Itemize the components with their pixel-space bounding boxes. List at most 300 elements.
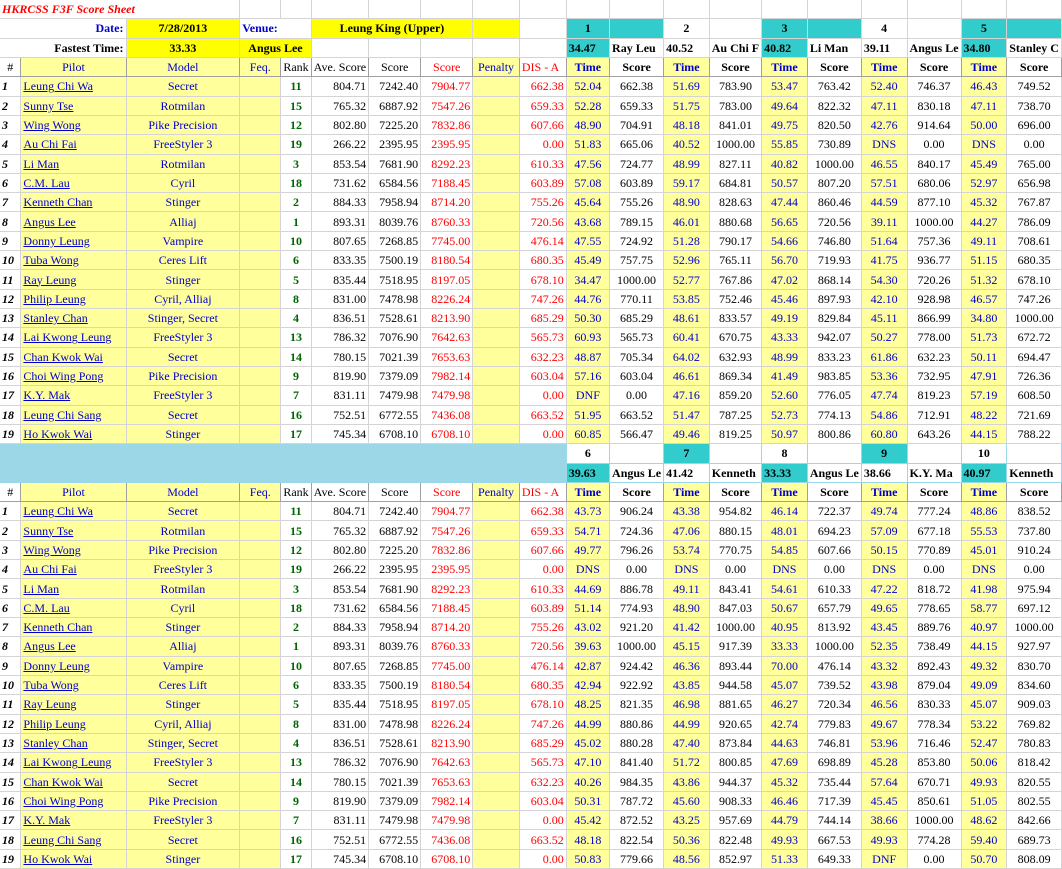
pilot-name[interactable]: Ho Kwok Wai <box>21 849 126 868</box>
round-time[interactable]: 52.35 <box>861 637 907 656</box>
venue-value[interactable]: Leung King (Upper) <box>311 19 473 38</box>
round-time[interactable]: DNS <box>861 560 907 579</box>
round-time[interactable]: 44.15 <box>961 637 1007 656</box>
round-time[interactable]: 45.45 <box>861 791 907 810</box>
pilot-name[interactable]: Donny Leung <box>21 656 126 675</box>
round-time[interactable]: 45.32 <box>762 772 808 791</box>
feq-cell[interactable] <box>240 405 281 424</box>
round-time[interactable]: 40.26 <box>566 772 609 791</box>
model-name[interactable]: Stinger, Secret <box>126 309 240 328</box>
model-name[interactable]: Secret <box>126 772 240 791</box>
round-time[interactable]: 54.85 <box>762 540 808 559</box>
model-name[interactable]: Vampire <box>126 231 240 250</box>
round-time[interactable]: 50.57 <box>762 173 808 192</box>
round-time[interactable]: 48.99 <box>762 347 808 366</box>
penalty-cell[interactable] <box>473 193 520 212</box>
penalty-cell[interactable] <box>473 96 520 115</box>
round-time[interactable]: 50.06 <box>961 753 1007 772</box>
round-time[interactable]: 59.40 <box>961 830 1007 849</box>
feq-cell[interactable] <box>240 173 281 192</box>
model-name[interactable]: Stinger <box>126 193 240 212</box>
feq-cell[interactable] <box>240 598 281 617</box>
model-name[interactable]: Ceres Lift <box>126 251 240 270</box>
round-time[interactable]: 57.09 <box>861 521 907 540</box>
round-time[interactable]: 56.70 <box>762 251 808 270</box>
round-time[interactable]: DNS <box>566 560 609 579</box>
model-name[interactable]: Rotmilan <box>126 154 240 173</box>
penalty-cell[interactable] <box>473 405 520 424</box>
penalty-cell[interactable] <box>473 77 520 96</box>
round-time[interactable]: 47.02 <box>762 270 808 289</box>
round-time[interactable]: 41.42 <box>664 618 710 637</box>
penalty-cell[interactable] <box>473 560 520 579</box>
feq-cell[interactable] <box>240 714 281 733</box>
round-time[interactable]: 49.65 <box>861 598 907 617</box>
penalty-cell[interactable] <box>473 386 520 405</box>
penalty-cell[interactable] <box>473 675 520 694</box>
round-time[interactable]: 46.14 <box>762 502 808 521</box>
pilot-name[interactable]: Chan Kwok Wai <box>21 347 126 366</box>
round-time[interactable]: 46.98 <box>664 695 710 714</box>
round-time[interactable]: 51.75 <box>664 96 710 115</box>
round-time[interactable]: 48.90 <box>566 115 609 134</box>
feq-cell[interactable] <box>240 328 281 347</box>
penalty-cell[interactable] <box>473 135 520 154</box>
round-time[interactable]: 49.74 <box>861 502 907 521</box>
round-time[interactable]: 51.33 <box>762 849 808 868</box>
round-time[interactable]: 43.86 <box>664 772 710 791</box>
model-name[interactable]: FreeStyler 3 <box>126 135 240 154</box>
model-name[interactable]: Stinger <box>126 695 240 714</box>
round-time[interactable]: 43.38 <box>664 502 710 521</box>
round-time[interactable]: 50.15 <box>861 540 907 559</box>
feq-cell[interactable] <box>240 424 281 443</box>
feq-cell[interactable] <box>240 540 281 559</box>
round-time[interactable]: 50.70 <box>961 849 1007 868</box>
pilot-name[interactable]: Choi Wing Pong <box>21 791 126 810</box>
feq-cell[interactable] <box>240 154 281 173</box>
round-time[interactable]: 44.99 <box>664 714 710 733</box>
round-time[interactable]: 51.47 <box>664 405 710 424</box>
round-time[interactable]: 58.77 <box>961 598 1007 617</box>
model-name[interactable]: FreeStyler 3 <box>126 811 240 830</box>
round-time[interactable]: 51.95 <box>566 405 609 424</box>
round-time[interactable]: 46.56 <box>861 695 907 714</box>
penalty-cell[interactable] <box>473 733 520 752</box>
penalty-cell[interactable] <box>473 618 520 637</box>
feq-cell[interactable] <box>240 193 281 212</box>
round-time[interactable]: 45.49 <box>566 251 609 270</box>
penalty-cell[interactable] <box>473 270 520 289</box>
round-time[interactable]: 46.61 <box>664 366 710 385</box>
round-time[interactable]: DNS <box>664 560 710 579</box>
round-time[interactable]: 55.85 <box>762 135 808 154</box>
round-time[interactable]: 53.22 <box>961 714 1007 733</box>
pilot-name[interactable]: Li Man <box>21 154 126 173</box>
round-time[interactable]: 42.94 <box>566 675 609 694</box>
round-time[interactable]: 53.36 <box>861 366 907 385</box>
round-time[interactable]: 45.15 <box>664 637 710 656</box>
round-time[interactable]: 52.60 <box>762 386 808 405</box>
pilot-name[interactable]: Philip Leung <box>21 714 126 733</box>
penalty-cell[interactable] <box>473 328 520 347</box>
pilot-name[interactable]: Lai Kwong Leung <box>21 328 126 347</box>
penalty-cell[interactable] <box>473 115 520 134</box>
round-time[interactable]: 40.95 <box>762 618 808 637</box>
penalty-cell[interactable] <box>473 714 520 733</box>
feq-cell[interactable] <box>240 96 281 115</box>
pilot-name[interactable]: Leung Chi Sang <box>21 830 126 849</box>
pilot-name[interactable]: Ray Leung <box>21 695 126 714</box>
penalty-cell[interactable] <box>473 366 520 385</box>
feq-cell[interactable] <box>240 695 281 714</box>
round-time[interactable]: 47.44 <box>762 193 808 212</box>
round-time[interactable]: 49.64 <box>762 96 808 115</box>
model-name[interactable]: FreeStyler 3 <box>126 753 240 772</box>
feq-cell[interactable] <box>240 830 281 849</box>
model-name[interactable]: Alliaj <box>126 212 240 231</box>
model-name[interactable]: Secret <box>126 502 240 521</box>
round-time[interactable]: 45.49 <box>961 154 1007 173</box>
round-time[interactable]: 55.53 <box>961 521 1007 540</box>
pilot-name[interactable]: Donny Leung <box>21 231 126 250</box>
penalty-cell[interactable] <box>473 424 520 443</box>
penalty-cell[interactable] <box>473 309 520 328</box>
feq-cell[interactable] <box>240 675 281 694</box>
round-time[interactable]: 48.86 <box>961 502 1007 521</box>
round-time[interactable]: 47.91 <box>961 366 1007 385</box>
pilot-name[interactable]: Tuba Wong <box>21 675 126 694</box>
penalty-cell[interactable] <box>473 849 520 868</box>
penalty-cell[interactable] <box>473 289 520 308</box>
round-time[interactable]: 48.18 <box>664 115 710 134</box>
round-time[interactable]: 49.77 <box>566 540 609 559</box>
round-time[interactable]: 50.11 <box>961 347 1007 366</box>
feq-cell[interactable] <box>240 772 281 791</box>
round-time[interactable]: 43.73 <box>566 502 609 521</box>
model-name[interactable]: FreeStyler 3 <box>126 328 240 347</box>
round-time[interactable]: 47.74 <box>861 386 907 405</box>
round-time[interactable]: 48.22 <box>961 405 1007 424</box>
model-name[interactable]: Pike Precision <box>126 791 240 810</box>
round-time[interactable]: 43.32 <box>861 656 907 675</box>
round-time[interactable]: 51.05 <box>961 791 1007 810</box>
round-time[interactable]: 60.93 <box>566 328 609 347</box>
penalty-cell[interactable] <box>473 695 520 714</box>
penalty-cell[interactable] <box>473 231 520 250</box>
model-name[interactable]: Ceres Lift <box>126 675 240 694</box>
feq-cell[interactable] <box>240 753 281 772</box>
penalty-cell[interactable] <box>473 637 520 656</box>
round-time[interactable]: 33.33 <box>762 637 808 656</box>
penalty-cell[interactable] <box>473 811 520 830</box>
pilot-name[interactable]: Ho Kwok Wai <box>21 424 126 443</box>
round-time[interactable]: 45.32 <box>961 193 1007 212</box>
penalty-cell[interactable] <box>473 753 520 772</box>
model-name[interactable]: FreeStyler 3 <box>126 560 240 579</box>
model-name[interactable]: Alliaj <box>126 637 240 656</box>
round-time[interactable]: 34.47 <box>566 270 609 289</box>
pilot-name[interactable]: Angus Lee <box>21 212 126 231</box>
pilot-name[interactable]: Sunny Tse <box>21 96 126 115</box>
round-time[interactable]: 41.98 <box>961 579 1007 598</box>
pilot-name[interactable]: Wing Wong <box>21 540 126 559</box>
round-time[interactable]: 45.60 <box>664 791 710 810</box>
round-time[interactable]: 47.11 <box>861 96 907 115</box>
round-time[interactable]: 45.07 <box>961 695 1007 714</box>
feq-cell[interactable] <box>240 135 281 154</box>
round-time[interactable]: 61.86 <box>861 347 907 366</box>
round-time[interactable]: 51.14 <box>566 598 609 617</box>
round-time[interactable]: 45.28 <box>861 753 907 772</box>
round-time[interactable]: 52.47 <box>961 733 1007 752</box>
round-time[interactable]: 49.11 <box>961 231 1007 250</box>
model-name[interactable]: Stinger <box>126 849 240 868</box>
pilot-name[interactable]: Au Chi Fai <box>21 560 126 579</box>
round-time[interactable]: 42.87 <box>566 656 609 675</box>
round-time[interactable]: 40.82 <box>762 154 808 173</box>
pilot-name[interactable]: Stanley Chan <box>21 733 126 752</box>
round-time[interactable]: 70.00 <box>762 656 808 675</box>
round-time[interactable]: 46.43 <box>961 77 1007 96</box>
feq-cell[interactable] <box>240 289 281 308</box>
date-value[interactable]: 7/28/2013 <box>126 19 240 38</box>
feq-cell[interactable] <box>240 849 281 868</box>
feq-cell[interactable] <box>240 309 281 328</box>
round-time[interactable]: 44.15 <box>961 424 1007 443</box>
round-time[interactable]: 46.01 <box>664 212 710 231</box>
round-time[interactable]: 42.10 <box>861 289 907 308</box>
round-time[interactable]: 51.28 <box>664 231 710 250</box>
pilot-name[interactable]: Stanley Chan <box>21 309 126 328</box>
round-time[interactable]: 49.46 <box>664 424 710 443</box>
feq-cell[interactable] <box>240 656 281 675</box>
model-name[interactable]: Secret <box>126 830 240 849</box>
round-time[interactable]: 47.40 <box>664 733 710 752</box>
pilot-name[interactable]: Kenneth Chan <box>21 193 126 212</box>
model-name[interactable]: Pike Precision <box>126 540 240 559</box>
pilot-name[interactable]: K.Y. Mak <box>21 811 126 830</box>
round-time[interactable]: 50.97 <box>762 424 808 443</box>
round-time[interactable]: 40.52 <box>664 135 710 154</box>
round-time[interactable]: 57.64 <box>861 772 907 791</box>
round-time[interactable]: 43.02 <box>566 618 609 637</box>
round-time[interactable]: 54.30 <box>861 270 907 289</box>
feq-cell[interactable] <box>240 637 281 656</box>
penalty-cell[interactable] <box>473 212 520 231</box>
feq-cell[interactable] <box>240 502 281 521</box>
round-time[interactable]: 45.02 <box>566 733 609 752</box>
pilot-name[interactable]: C.M. Lau <box>21 598 126 617</box>
pilot-name[interactable]: Sunny Tse <box>21 521 126 540</box>
round-time[interactable]: 49.67 <box>861 714 907 733</box>
round-time[interactable]: 43.68 <box>566 212 609 231</box>
round-time[interactable]: 52.04 <box>566 77 609 96</box>
round-time[interactable]: 52.77 <box>664 270 710 289</box>
round-time[interactable]: 51.64 <box>861 231 907 250</box>
round-time[interactable]: 51.83 <box>566 135 609 154</box>
feq-cell[interactable] <box>240 270 281 289</box>
round-time[interactable]: 54.86 <box>861 405 907 424</box>
round-time[interactable]: 51.72 <box>664 753 710 772</box>
model-name[interactable]: Pike Precision <box>126 366 240 385</box>
round-time[interactable]: 49.93 <box>961 772 1007 791</box>
pilot-name[interactable]: Au Chi Fai <box>21 135 126 154</box>
feq-cell[interactable] <box>240 366 281 385</box>
round-time[interactable]: 48.25 <box>566 695 609 714</box>
round-time[interactable]: 50.30 <box>566 309 609 328</box>
pilot-name[interactable]: Leung Chi Sang <box>21 405 126 424</box>
pilot-name[interactable]: Angus Lee <box>21 637 126 656</box>
round-time[interactable]: 49.11 <box>664 579 710 598</box>
round-time[interactable]: DNF <box>566 386 609 405</box>
round-time[interactable]: 43.85 <box>664 675 710 694</box>
round-time[interactable]: 43.98 <box>861 675 907 694</box>
round-time[interactable]: 50.31 <box>566 791 609 810</box>
round-time[interactable]: 60.41 <box>664 328 710 347</box>
penalty-cell[interactable] <box>473 598 520 617</box>
pilot-name[interactable]: Leung Chi Wa <box>21 77 126 96</box>
round-time[interactable]: 45.42 <box>566 811 609 830</box>
feq-cell[interactable] <box>240 791 281 810</box>
round-time[interactable]: 57.16 <box>566 366 609 385</box>
round-time[interactable]: 41.49 <box>762 366 808 385</box>
model-name[interactable]: Stinger <box>126 424 240 443</box>
round-time[interactable]: 52.40 <box>861 77 907 96</box>
model-name[interactable]: Cyril <box>126 598 240 617</box>
round-time[interactable]: 41.75 <box>861 251 907 270</box>
round-time[interactable]: 52.28 <box>566 96 609 115</box>
feq-cell[interactable] <box>240 347 281 366</box>
round-time[interactable]: 48.90 <box>664 193 710 212</box>
pilot-name[interactable]: Ray Leung <box>21 270 126 289</box>
round-time[interactable]: 48.87 <box>566 347 609 366</box>
round-time[interactable]: 34.80 <box>961 309 1007 328</box>
feq-cell[interactable] <box>240 579 281 598</box>
penalty-cell[interactable] <box>473 154 520 173</box>
round-time[interactable]: 45.46 <box>762 289 808 308</box>
round-time[interactable]: 45.11 <box>861 309 907 328</box>
round-time[interactable]: 45.64 <box>566 193 609 212</box>
round-time[interactable]: 52.96 <box>664 251 710 270</box>
round-time[interactable]: 47.10 <box>566 753 609 772</box>
penalty-cell[interactable] <box>473 521 520 540</box>
round-time[interactable]: 47.06 <box>664 521 710 540</box>
round-time[interactable]: 51.15 <box>961 251 1007 270</box>
round-time[interactable]: 60.80 <box>861 424 907 443</box>
round-time[interactable]: 42.74 <box>762 714 808 733</box>
model-name[interactable]: Stinger, Secret <box>126 733 240 752</box>
round-time[interactable]: 52.97 <box>961 173 1007 192</box>
feq-cell[interactable] <box>240 77 281 96</box>
round-time[interactable]: 48.61 <box>664 309 710 328</box>
round-time[interactable]: 49.93 <box>861 830 907 849</box>
penalty-cell[interactable] <box>473 540 520 559</box>
pilot-name[interactable]: Chan Kwok Wai <box>21 772 126 791</box>
round-time[interactable]: 53.47 <box>762 77 808 96</box>
penalty-cell[interactable] <box>473 502 520 521</box>
round-time[interactable]: 47.16 <box>664 386 710 405</box>
model-name[interactable]: Rotmilan <box>126 579 240 598</box>
round-time[interactable]: 49.75 <box>762 115 808 134</box>
round-time[interactable]: 53.96 <box>861 733 907 752</box>
round-time[interactable]: 51.73 <box>961 328 1007 347</box>
model-name[interactable]: Pike Precision <box>126 115 240 134</box>
pilot-name[interactable]: Li Man <box>21 579 126 598</box>
feq-cell[interactable] <box>240 811 281 830</box>
round-time[interactable]: 47.56 <box>566 154 609 173</box>
round-time[interactable]: 57.08 <box>566 173 609 192</box>
model-name[interactable]: Secret <box>126 77 240 96</box>
round-time[interactable]: DNS <box>961 135 1007 154</box>
round-time[interactable]: 44.27 <box>961 212 1007 231</box>
round-time[interactable]: DNF <box>861 849 907 868</box>
penalty-cell[interactable] <box>473 251 520 270</box>
round-time[interactable]: DNS <box>861 135 907 154</box>
round-time[interactable]: 50.67 <box>762 598 808 617</box>
model-name[interactable]: Cyril <box>126 173 240 192</box>
pilot-name[interactable]: K.Y. Mak <box>21 386 126 405</box>
round-time[interactable]: 44.59 <box>861 193 907 212</box>
round-time[interactable]: 44.99 <box>566 714 609 733</box>
penalty-cell[interactable] <box>473 173 520 192</box>
round-time[interactable]: 60.85 <box>566 424 609 443</box>
round-time[interactable]: 46.27 <box>762 695 808 714</box>
round-time[interactable]: 52.73 <box>762 405 808 424</box>
round-time[interactable]: 49.09 <box>961 675 1007 694</box>
feq-cell[interactable] <box>240 386 281 405</box>
model-name[interactable]: Vampire <box>126 656 240 675</box>
round-time[interactable]: 50.27 <box>861 328 907 347</box>
round-time[interactable]: 46.46 <box>762 791 808 810</box>
round-time[interactable]: 39.11 <box>861 212 907 231</box>
model-name[interactable]: Secret <box>126 347 240 366</box>
model-name[interactable]: Secret <box>126 405 240 424</box>
penalty-cell[interactable] <box>473 656 520 675</box>
penalty-cell[interactable] <box>473 579 520 598</box>
round-time[interactable]: 43.33 <box>762 328 808 347</box>
round-time[interactable]: 43.45 <box>861 618 907 637</box>
round-time[interactable]: 54.71 <box>566 521 609 540</box>
feq-cell[interactable] <box>240 251 281 270</box>
model-name[interactable]: Cyril, Alliaj <box>126 289 240 308</box>
feq-cell[interactable] <box>240 521 281 540</box>
model-name[interactable]: FreeStyler 3 <box>126 386 240 405</box>
model-name[interactable]: Rotmilan <box>126 96 240 115</box>
round-time[interactable]: 39.63 <box>566 637 609 656</box>
round-time[interactable]: 42.76 <box>861 115 907 134</box>
feq-cell[interactable] <box>240 231 281 250</box>
model-name[interactable]: Rotmilan <box>126 521 240 540</box>
penalty-cell[interactable] <box>473 772 520 791</box>
round-time[interactable]: 48.90 <box>664 598 710 617</box>
round-time[interactable]: 45.07 <box>762 675 808 694</box>
round-time[interactable]: 49.32 <box>961 656 1007 675</box>
round-time[interactable]: 53.74 <box>664 540 710 559</box>
round-time[interactable]: 47.55 <box>566 231 609 250</box>
penalty-cell[interactable] <box>473 830 520 849</box>
round-time[interactable]: DNS <box>762 560 808 579</box>
round-time[interactable]: 47.22 <box>861 579 907 598</box>
model-name[interactable]: Stinger <box>126 618 240 637</box>
round-time[interactable]: 40.97 <box>961 618 1007 637</box>
round-time[interactable]: 44.69 <box>566 579 609 598</box>
pilot-name[interactable]: Leung Chi Wa <box>21 502 126 521</box>
round-time[interactable]: 57.51 <box>861 173 907 192</box>
round-time[interactable]: 48.18 <box>566 830 609 849</box>
round-time[interactable]: 48.62 <box>961 811 1007 830</box>
round-time[interactable]: 56.65 <box>762 212 808 231</box>
